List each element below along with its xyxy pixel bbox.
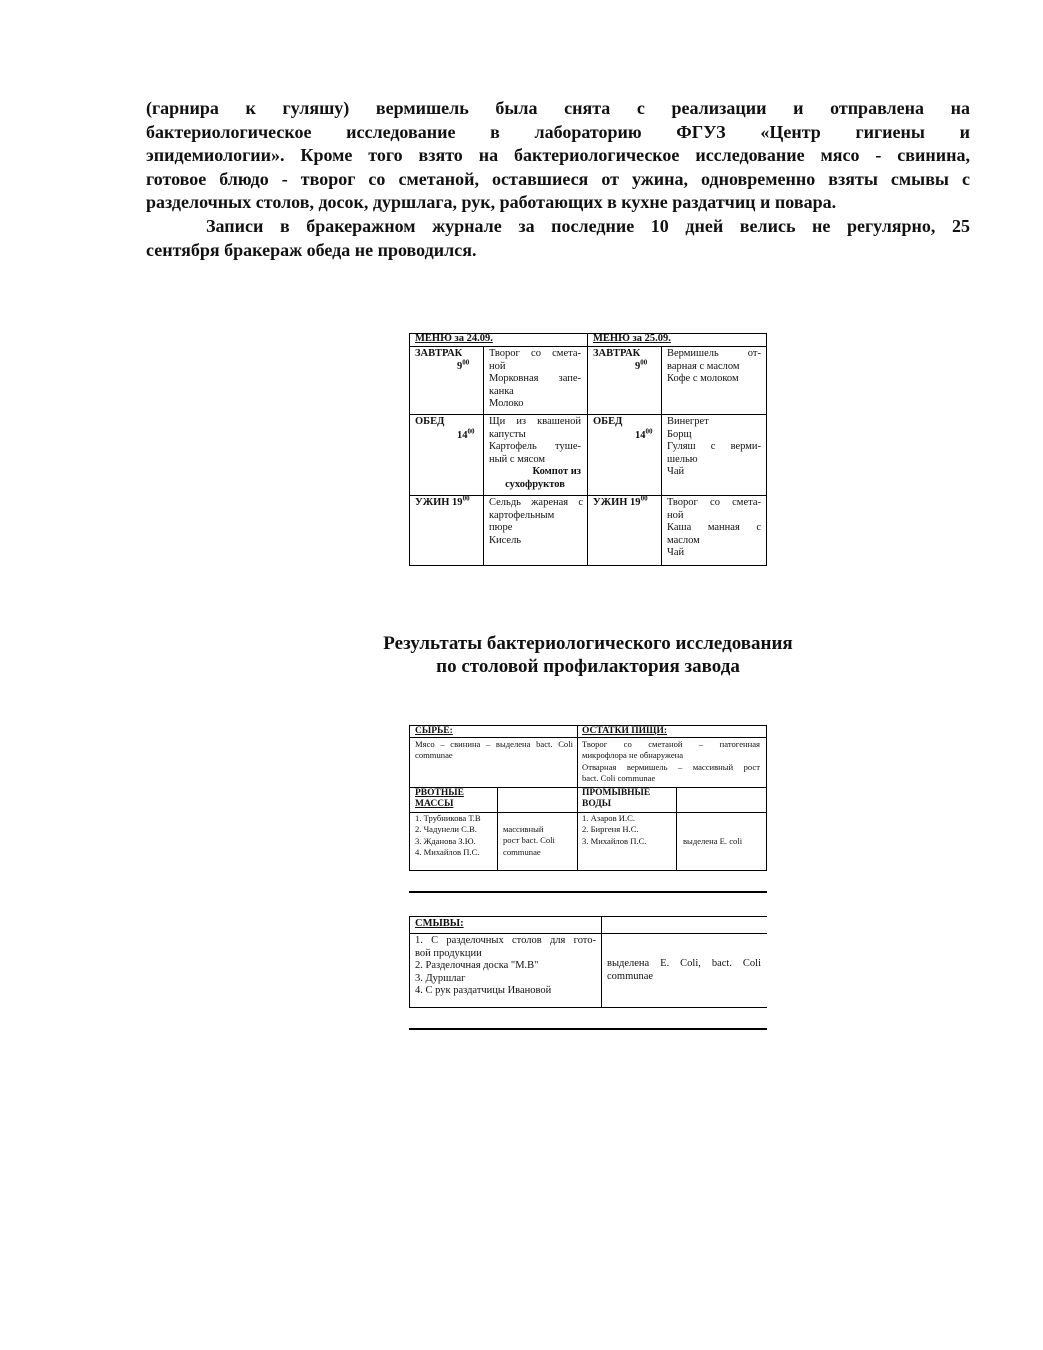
table-rule	[577, 725, 578, 871]
results-line: микрофлора не обнаружена	[582, 750, 684, 761]
menu-cell-breakfast-left	[489, 348, 581, 411]
results-title-line: Результаты бактериологического исследования	[383, 633, 793, 654]
menu-item: капусты	[489, 428, 526, 440]
menu-item: пюре	[489, 522, 513, 534]
results-title-line: по столовой профилактория завода	[436, 656, 740, 677]
lunch-label: ОБЕД	[593, 416, 623, 427]
results-line: communae	[607, 970, 654, 982]
table-rule	[587, 333, 588, 565]
menu-header-left: МЕНЮ за 24.09.	[415, 333, 493, 344]
list-item: 3. Дуршлаг	[415, 972, 466, 984]
swabs-result	[607, 958, 761, 983]
menu-item: Кофе с молоком	[667, 373, 739, 385]
table-rule	[409, 1007, 767, 1008]
menu-item: Картофель туше-	[489, 441, 581, 453]
results-table	[409, 725, 767, 895]
menu-cell-lunch-right	[667, 416, 761, 479]
results-line: Отварная вермишель – массивный рост	[582, 761, 760, 772]
menu-item: шелью	[667, 453, 698, 465]
breakfast-time: $9^{00}$	[635, 358, 648, 372]
menu-item: варная с маслом	[667, 360, 740, 372]
breakfast-time: $9^{00}$	[457, 358, 470, 372]
list-item: вой продукции	[415, 947, 482, 959]
menu-header-right: МЕНЮ за 25.09.	[593, 333, 671, 344]
table-rule	[409, 414, 767, 415]
table-rule	[409, 916, 410, 1008]
results-title	[300, 632, 876, 678]
menu-cell-dinner-right	[667, 497, 761, 560]
menu-item: маслом	[667, 534, 700, 546]
list-item: 2. Разделочная доска "М.В"	[415, 960, 539, 972]
menu-item: Борщ	[667, 428, 692, 440]
menu-item: ной	[667, 509, 684, 521]
table-rule	[409, 891, 767, 893]
swabs-header: СМЫВЫ:	[415, 918, 464, 929]
swabs-items	[415, 935, 596, 998]
menu-item: Творог со смета-	[489, 348, 581, 359]
menu-item: Сельдь жареная с	[489, 497, 583, 508]
breakfast-label: ЗАВТРАК	[415, 348, 463, 359]
table-rule	[601, 916, 602, 1008]
menu-item: Морковная запе-	[489, 373, 581, 385]
table-rule	[766, 725, 767, 871]
list-item: 1. С разделочных столов для гото-	[415, 935, 596, 946]
results-line: 1. Азаров И.С.	[582, 813, 636, 823]
paragraph-1	[146, 97, 970, 215]
lunch-time: $14^{00}$	[457, 427, 475, 441]
header-line: ВОДЫ	[582, 799, 612, 809]
results-line: 4. Михайлов П.С.	[415, 847, 480, 858]
dinner-label: УЖИН $19^{00}$	[415, 494, 470, 508]
menu-item: Вермишель от-	[667, 348, 761, 359]
results-line: выделена E. Coli, bact. Coli	[607, 958, 761, 969]
table-rule	[497, 787, 498, 871]
paragraph-line: бактериологическое исследование в лабораторию ФГУЗ «Центр гигиены и	[146, 121, 970, 142]
table-rule	[676, 787, 677, 871]
raw-text	[415, 739, 573, 762]
header-line: ПРОМЫВНЫЕ	[582, 788, 651, 798]
results-line: 1. Трубникова Т.В	[415, 813, 481, 823]
vomit-names	[415, 813, 481, 859]
table-rule	[661, 346, 662, 565]
results-line: массивный	[503, 824, 544, 834]
menu-item: Компот из	[532, 466, 581, 478]
lunch-time: $14^{00}$	[635, 427, 653, 441]
menu-item: ной	[489, 360, 506, 372]
wash-names	[582, 813, 646, 847]
menu-item: Творог со смета-	[667, 497, 761, 508]
paragraph-line: эпидемиологии». Кроме того взято на бактериологическое исследование мясо - свинина,	[146, 145, 970, 166]
paragraph-2	[146, 215, 970, 262]
wash-result: выделена E. coli	[683, 836, 743, 846]
menu-table	[409, 333, 767, 566]
results-line: 3. Михайлов П.С.	[582, 835, 647, 846]
paragraph-line: готовое блюдо - творог со сметаной, оставшиеся от ужина, одновременно взяты смывы с	[146, 168, 970, 189]
header-line: РВОТНЫЕ	[415, 788, 464, 798]
food-text	[582, 739, 760, 785]
menu-item: Кисель	[489, 534, 522, 546]
menu-item: сухофруктов	[505, 478, 565, 490]
menu-item: Молоко	[489, 398, 524, 410]
menu-item: Гуляш с верми-	[667, 441, 761, 453]
menu-cell-breakfast-right	[667, 348, 761, 386]
paragraph-line: Записи в бракеражном журнале за последние 10 дней велись не регулярно, 25	[206, 216, 970, 236]
table-rule	[409, 933, 767, 934]
menu-item: картофельным	[489, 509, 555, 521]
menu-item: канка	[489, 385, 514, 397]
results-line: рост bact. Coli	[503, 835, 555, 846]
vomit-result	[503, 824, 555, 858]
menu-cell-dinner-left	[489, 497, 583, 547]
results-line: communae	[415, 750, 453, 761]
results-line: 3. Жданова З.Ю.	[415, 835, 476, 846]
food-header: ОСТАТКИ ПИЩИ:	[582, 726, 668, 736]
lunch-label: ОБЕД	[415, 416, 445, 427]
results-line: 2. Биргеня Н.С.	[582, 824, 639, 835]
table-rule	[483, 346, 484, 565]
list-item: 4. С рук раздатчицы Ивановой	[415, 985, 552, 997]
table-rule	[766, 333, 767, 565]
results-line: bact. Coli communae	[582, 773, 656, 784]
table-rule	[409, 333, 410, 565]
vomit-header	[415, 788, 464, 810]
menu-cell-lunch-left	[489, 416, 581, 492]
table-rule	[409, 870, 767, 871]
results-line: 2. Чадунели С.В.	[415, 824, 477, 835]
paragraph-line: (гарнира к гуляшу) вермишель была снята с реализации и отправлена на	[146, 98, 970, 118]
table-rule	[409, 725, 410, 871]
paragraph-line: сентября бракераж обеда не проводился.	[146, 239, 477, 260]
menu-item: Чай	[667, 466, 685, 478]
menu-item: Чай	[667, 547, 685, 559]
results-line: Творог со сметаной – патогенная	[582, 739, 760, 749]
table-rule	[409, 1028, 767, 1030]
dinner-label: УЖИН $19^{00}$	[593, 494, 648, 508]
table-rule	[409, 916, 767, 917]
paragraph-line: разделочных столов, досок, дуршлага, рук, работающих в кухне раздатчиц и повара.	[146, 192, 837, 213]
raw-header: СЫРЬЕ:	[415, 726, 453, 736]
wash-header	[582, 788, 650, 810]
results-line: Мясо – свинина – выделена bact. Coli	[415, 739, 573, 749]
swabs-table	[409, 916, 767, 1032]
menu-item: Каша манная с	[667, 522, 761, 534]
breakfast-label: ЗАВТРАК	[593, 348, 641, 359]
table-rule	[409, 346, 767, 347]
menu-item: Винегрет	[667, 416, 709, 427]
results-line: communae	[503, 846, 541, 857]
menu-item: Щи из квашеной	[489, 416, 581, 427]
menu-item: ный с мясом	[489, 453, 546, 465]
header-line: МАССЫ	[415, 799, 454, 809]
